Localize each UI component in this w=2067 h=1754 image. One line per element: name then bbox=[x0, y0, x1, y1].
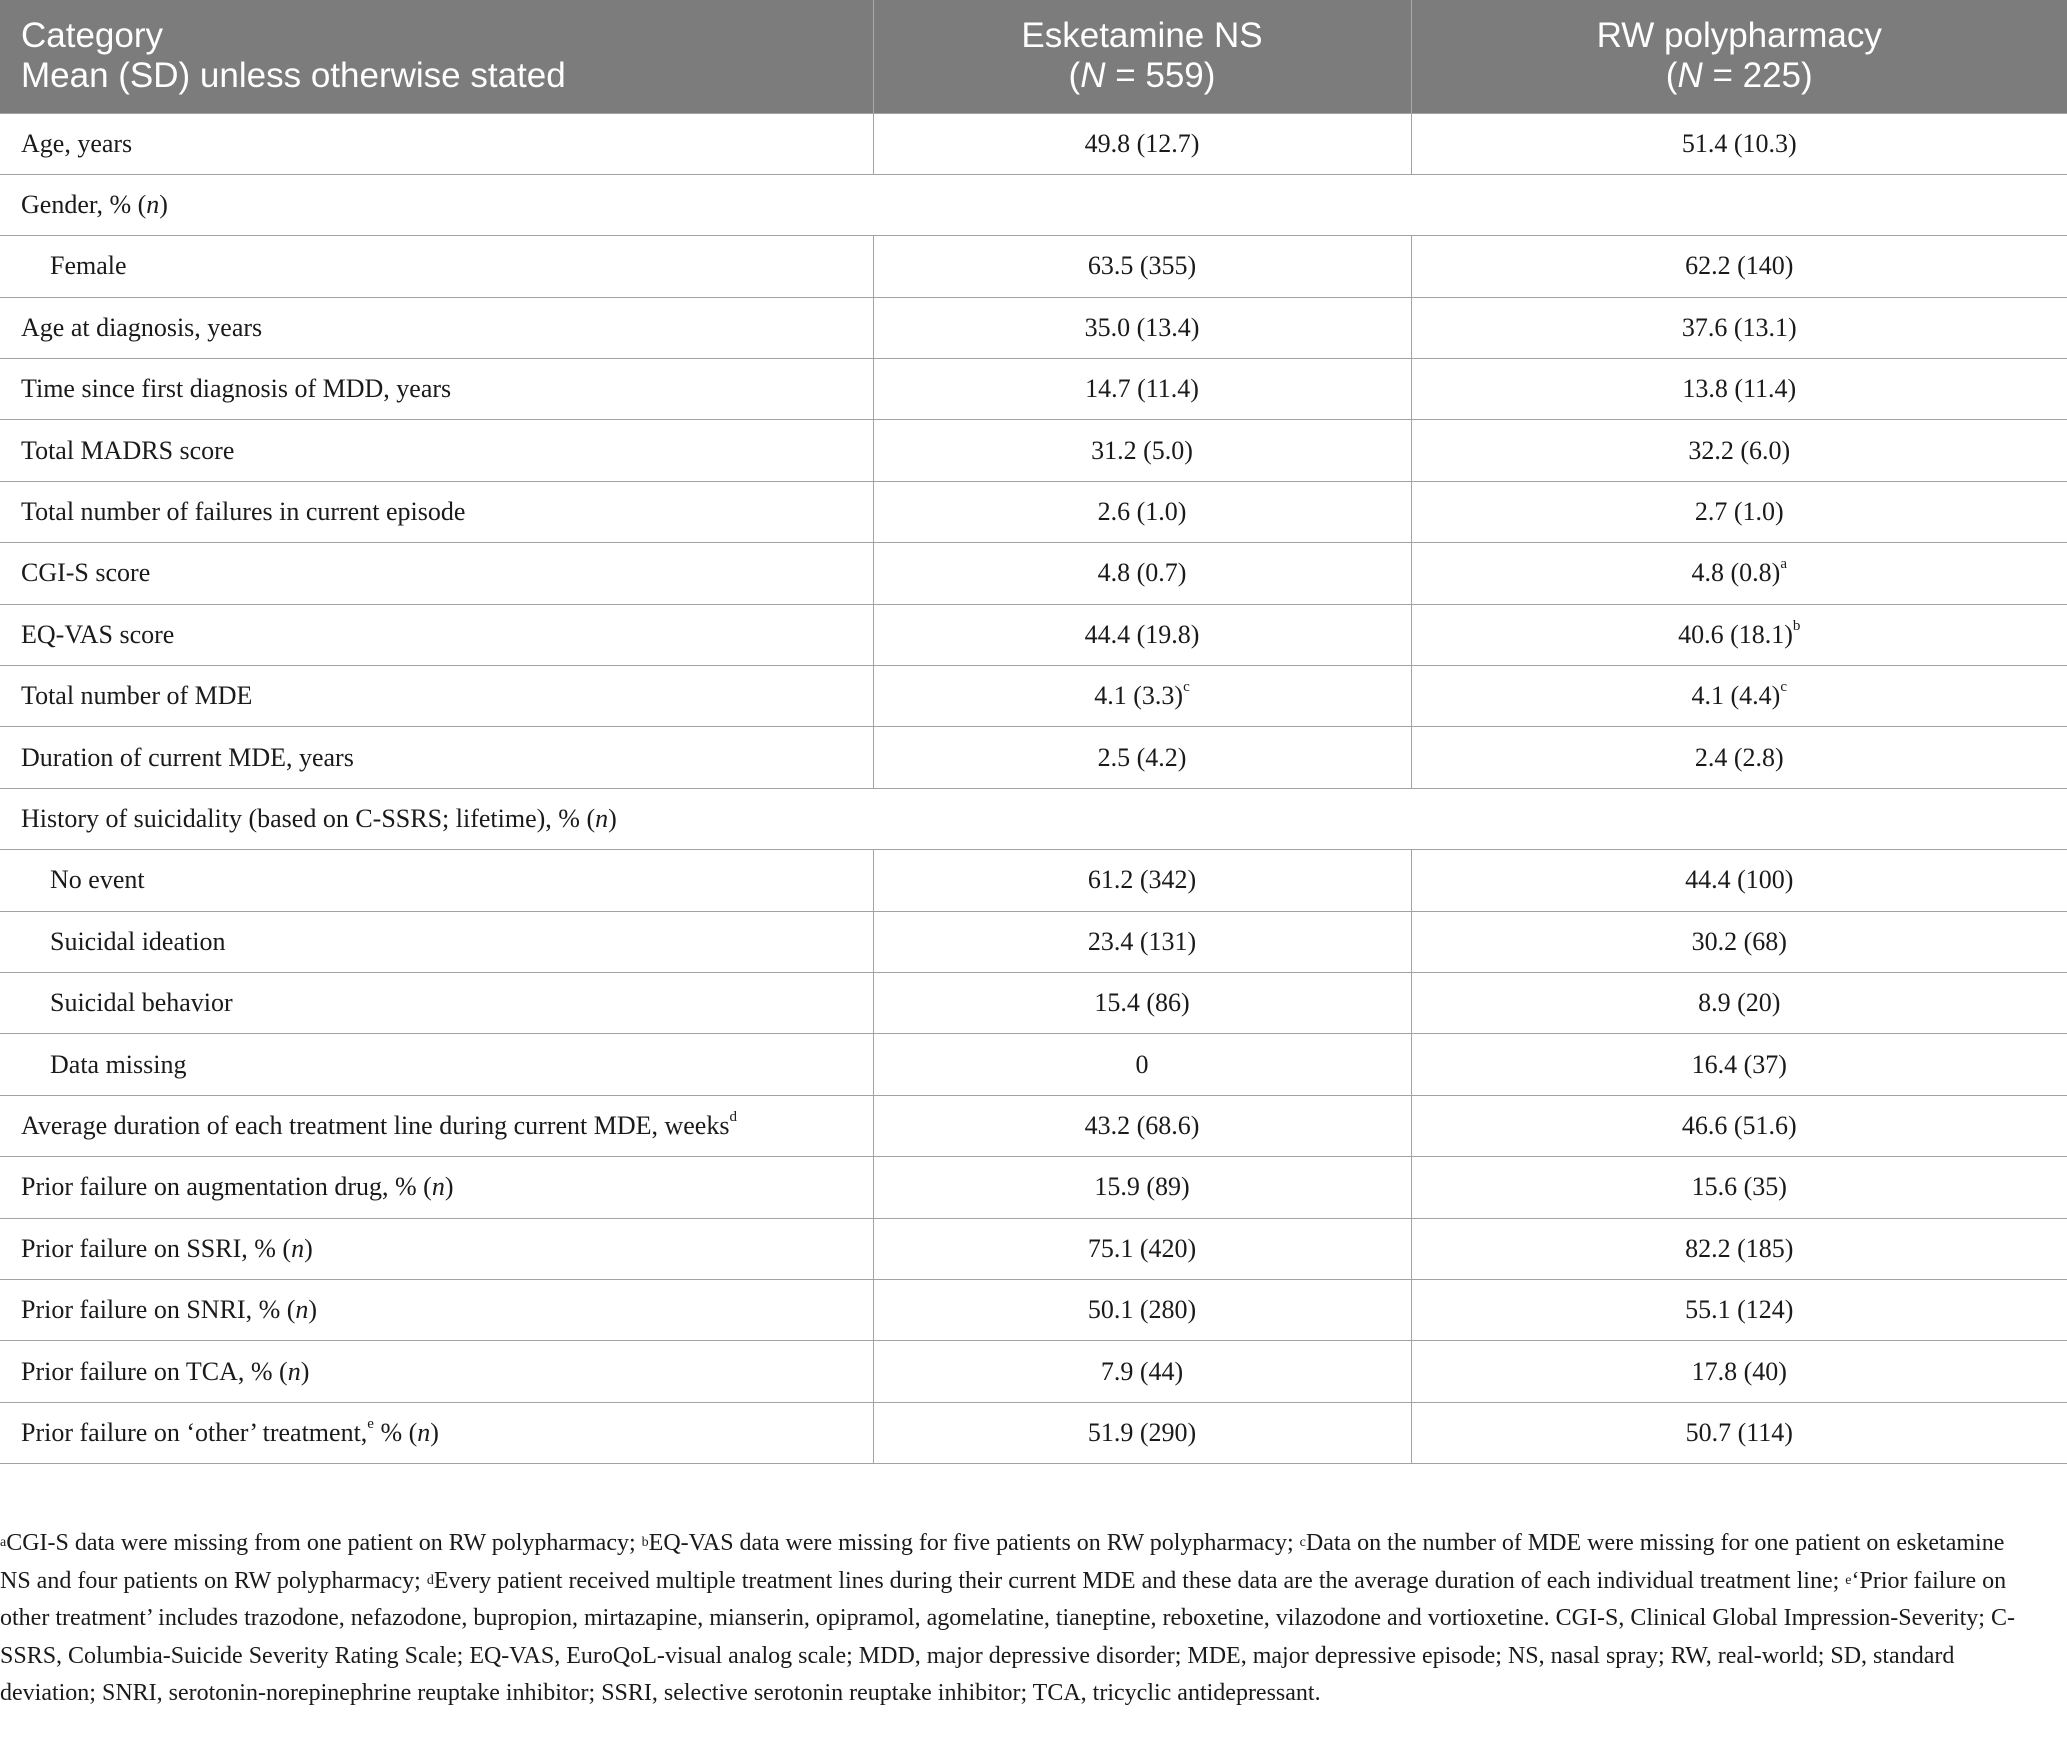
row-label: Gender, % ( bbox=[21, 190, 147, 220]
table-row bbox=[0, 297, 2067, 358]
row-label-cell bbox=[0, 297, 873, 358]
rw-value-cell bbox=[1411, 1157, 2067, 1218]
footnote-b-marker: b bbox=[641, 1535, 649, 1550]
esketamine-value: 15.4 (86) bbox=[1094, 988, 1190, 1018]
rw-value: 37.6 (13.1) bbox=[1681, 312, 1797, 342]
row-label-cell bbox=[0, 174, 2067, 235]
esketamine-value: 61.2 (342) bbox=[1087, 865, 1197, 895]
rw-value-cell bbox=[1411, 604, 2067, 665]
table-row bbox=[0, 1341, 2067, 1402]
rw-value: 32.2 (6.0) bbox=[1688, 435, 1791, 465]
footnote-e-marker: e bbox=[1845, 1572, 1852, 1588]
table-row bbox=[0, 359, 2067, 420]
table-row bbox=[0, 604, 2067, 665]
esketamine-value: 23.4 (131) bbox=[1087, 926, 1197, 956]
esketamine-value: 0 bbox=[1135, 1049, 1149, 1079]
rw-value-cell bbox=[1411, 236, 2067, 297]
rw-value: 4.8 (0.8) bbox=[1691, 558, 1781, 588]
row-label-cell bbox=[0, 1402, 873, 1463]
row-label: Data missing bbox=[50, 1049, 187, 1079]
header-rw-name: RW polypharmacy bbox=[1596, 16, 1882, 56]
rw-value-cell bbox=[1411, 481, 2067, 542]
rw-value: 50.7 (114) bbox=[1685, 1417, 1793, 1447]
esketamine-value-cell bbox=[873, 1157, 1411, 1218]
row-label-italic: n bbox=[431, 1172, 445, 1202]
header-category-line1: Category bbox=[21, 16, 164, 56]
row-label: Prior failure on ‘other’ treatment, bbox=[21, 1417, 368, 1447]
esketamine-value: 2.5 (4.2) bbox=[1097, 742, 1187, 772]
rw-value: 55.1 (124) bbox=[1685, 1295, 1794, 1325]
rw-value: 40.6 (18.1) bbox=[1678, 619, 1793, 649]
rw-value: 4.1 (4.4) bbox=[1691, 681, 1781, 711]
row-label: Prior failure on TCA, % ( bbox=[21, 1356, 288, 1386]
rw-value-cell bbox=[1411, 1279, 2067, 1340]
row-label-footnote-marker: d bbox=[729, 1108, 737, 1125]
rw-value: 13.8 (11.4) bbox=[1682, 374, 1797, 404]
row-label-cell bbox=[0, 788, 2067, 849]
footnote-c-marker: c bbox=[1299, 1535, 1306, 1550]
footnote-d-marker: d bbox=[426, 1572, 434, 1588]
row-label-cell bbox=[0, 481, 873, 542]
rw-value-cell bbox=[1411, 420, 2067, 481]
esketamine-value-cell bbox=[873, 1095, 1411, 1156]
esketamine-value: 4.1 (3.3) bbox=[1094, 681, 1184, 711]
esketamine-value: 2.6 (1.0) bbox=[1097, 497, 1187, 527]
header-esketamine-n-prefix: ( bbox=[1068, 56, 1081, 96]
esketamine-value: 15.9 (89) bbox=[1094, 1172, 1190, 1202]
row-label: Prior failure on SNRI, % ( bbox=[21, 1295, 296, 1325]
row-label-cell bbox=[0, 359, 873, 420]
row-label: Average duration of each treatment line during current MDE, weeks bbox=[21, 1110, 730, 1140]
row-label-cell bbox=[0, 727, 873, 788]
rw-value-cell bbox=[1411, 543, 2067, 604]
header-esketamine bbox=[873, 0, 1411, 113]
header-esketamine-name: Esketamine NS bbox=[1021, 16, 1263, 56]
esketamine-value-cell bbox=[873, 666, 1411, 727]
esketamine-value-cell bbox=[873, 359, 1411, 420]
header-rw-n-letter: N bbox=[1677, 56, 1703, 96]
esketamine-value: 50.1 (280) bbox=[1087, 1295, 1197, 1325]
row-label-end: ) bbox=[308, 1295, 318, 1325]
esketamine-value-cell bbox=[873, 972, 1411, 1033]
row-label-middle: % ( bbox=[373, 1417, 418, 1447]
row-label-end: ) bbox=[300, 1356, 310, 1386]
table-row bbox=[0, 972, 2067, 1033]
rw-value-cell bbox=[1411, 911, 2067, 972]
footnote-a-marker: a bbox=[0, 1535, 7, 1550]
esketamine-value-cell bbox=[873, 113, 1411, 174]
esketamine-value-cell bbox=[873, 543, 1411, 604]
esketamine-value-cell bbox=[873, 1218, 1411, 1279]
row-label: EQ-VAS score bbox=[21, 619, 175, 649]
table-row bbox=[0, 1095, 2067, 1156]
rw-value: 2.4 (2.8) bbox=[1694, 742, 1784, 772]
esketamine-value-cell bbox=[873, 236, 1411, 297]
table-row bbox=[0, 788, 2067, 849]
esketamine-value: 63.5 (355) bbox=[1087, 251, 1197, 281]
rw-value: 15.6 (35) bbox=[1691, 1172, 1787, 1202]
rw-value: 8.9 (20) bbox=[1698, 988, 1781, 1018]
row-label-cell bbox=[0, 113, 873, 174]
esketamine-value-cell bbox=[873, 481, 1411, 542]
rw-value: 30.2 (68) bbox=[1691, 926, 1787, 956]
rw-value-cell bbox=[1411, 1095, 2067, 1156]
esketamine-footnote-marker: c bbox=[1183, 679, 1190, 696]
row-label-cell bbox=[0, 1218, 873, 1279]
table-row bbox=[0, 727, 2067, 788]
row-label: Suicidal ideation bbox=[50, 926, 226, 956]
row-label-footnote-marker: e bbox=[367, 1415, 374, 1432]
esketamine-value: 7.9 (44) bbox=[1100, 1356, 1184, 1386]
esketamine-value: 51.9 (290) bbox=[1087, 1417, 1197, 1447]
esketamine-value-cell bbox=[873, 1279, 1411, 1340]
row-label-cell bbox=[0, 543, 873, 604]
table-row bbox=[0, 113, 2067, 174]
table-row bbox=[0, 543, 2067, 604]
footnote-d-text: Every patient received multiple treatment lines during their current MDE and these data are the average duration of each individual treatment line; bbox=[433, 1567, 1846, 1594]
row-label-end: ) bbox=[608, 803, 617, 833]
table-row bbox=[0, 850, 2067, 911]
esketamine-value-cell bbox=[873, 297, 1411, 358]
rw-value-cell bbox=[1411, 1402, 2067, 1463]
table-row bbox=[0, 236, 2067, 297]
table-row bbox=[0, 911, 2067, 972]
row-label: History of suicidality (based on C-SSRS; lifetime), % ( bbox=[21, 803, 596, 833]
esketamine-value-cell bbox=[873, 604, 1411, 665]
rw-value-cell bbox=[1411, 727, 2067, 788]
rw-value-cell bbox=[1411, 113, 2067, 174]
esketamine-value: 4.8 (0.7) bbox=[1097, 558, 1187, 588]
row-label-cell bbox=[0, 1034, 873, 1095]
rw-value-cell bbox=[1411, 666, 2067, 727]
row-label: No event bbox=[50, 865, 145, 895]
row-label: Total number of failures in current episode bbox=[21, 497, 466, 527]
header-rw-n-prefix: ( bbox=[1665, 56, 1678, 96]
header-rw-n bbox=[1412, 56, 2067, 96]
rw-value-cell bbox=[1411, 359, 2067, 420]
row-label: CGI-S score bbox=[21, 558, 151, 588]
rw-value: 16.4 (37) bbox=[1691, 1049, 1787, 1079]
footnote-e-text: ‘Prior failure on other treatment’ includes trazodone, nefazodone, bupropion, mirtazapine, mianserin, opipramol, agomelatine, tianeptine, reboxetine, vilazodone and vortioxetine. CGI-S, Clinical Global Impression-Severity; C-SSRS, Columbia-Suicide Severity Rating Scale; EQ-VAS, EuroQoL-visual analog scale; MDD, major depressive disorder; MDE, major depressive episode; NS, nasal spray; RW, real-world; SD, standard deviation; SNRI, serotonin-norepinephrine reuptake inhibitor; SSRI, selective serotonin reuptake inhibitor; TCA, tricyclic antidepressant. bbox=[0, 1567, 2015, 1706]
esketamine-value-cell bbox=[873, 1402, 1411, 1463]
row-label-italic: n bbox=[287, 1356, 301, 1386]
header-rw-polypharmacy bbox=[1411, 0, 2067, 113]
row-label: Suicidal behavior bbox=[50, 988, 233, 1018]
header-category bbox=[0, 0, 873, 113]
row-label: Age at diagnosis, years bbox=[21, 312, 263, 342]
rw-value-cell bbox=[1411, 1341, 2067, 1402]
rw-value: 46.6 (51.6) bbox=[1681, 1110, 1797, 1140]
table-row bbox=[0, 174, 2067, 235]
rw-value: 51.4 (10.3) bbox=[1681, 128, 1797, 158]
table-header bbox=[0, 0, 2067, 113]
row-label-cell bbox=[0, 666, 873, 727]
esketamine-value-cell bbox=[873, 1034, 1411, 1095]
row-label-italic: n bbox=[146, 190, 160, 220]
row-label-italic: n bbox=[595, 803, 609, 833]
row-label-italic: n bbox=[417, 1417, 431, 1447]
table-body bbox=[0, 113, 2067, 1464]
row-label-cell bbox=[0, 1341, 873, 1402]
row-label-cell bbox=[0, 911, 873, 972]
row-label: Female bbox=[50, 251, 127, 281]
row-label: Age, years bbox=[21, 128, 133, 158]
row-label-cell bbox=[0, 850, 873, 911]
table-row bbox=[0, 1402, 2067, 1463]
table-row bbox=[0, 481, 2067, 542]
table-row bbox=[0, 1279, 2067, 1340]
esketamine-value-cell bbox=[873, 850, 1411, 911]
table-row bbox=[0, 666, 2067, 727]
row-label-cell bbox=[0, 604, 873, 665]
rw-value: 44.4 (100) bbox=[1685, 865, 1794, 895]
esketamine-value: 43.2 (68.6) bbox=[1084, 1110, 1200, 1140]
table-row bbox=[0, 1218, 2067, 1279]
footnote-b-text: EQ-VAS data were missing for five patients on RW polypharmacy; bbox=[648, 1530, 1300, 1556]
header-esketamine-n bbox=[874, 56, 1411, 96]
header-esketamine-n-letter: N bbox=[1080, 56, 1106, 96]
row-label-end: ) bbox=[444, 1172, 454, 1202]
rw-value-cell bbox=[1411, 1034, 2067, 1095]
esketamine-value-cell bbox=[873, 1341, 1411, 1402]
row-label: Prior failure on SSRI, % ( bbox=[21, 1233, 292, 1263]
esketamine-value-cell bbox=[873, 727, 1411, 788]
row-label-italic: n bbox=[295, 1295, 309, 1325]
rw-footnote-marker: a bbox=[1780, 556, 1787, 573]
row-label-cell bbox=[0, 1095, 873, 1156]
row-label: Duration of current MDE, years bbox=[21, 742, 354, 772]
table-row bbox=[0, 420, 2067, 481]
row-label-end: ) bbox=[430, 1417, 439, 1447]
row-label-cell bbox=[0, 1157, 873, 1218]
rw-value-cell bbox=[1411, 972, 2067, 1033]
rw-value-cell bbox=[1411, 297, 2067, 358]
row-label-cell bbox=[0, 972, 873, 1033]
rw-value: 2.7 (1.0) bbox=[1694, 497, 1784, 527]
row-label-italic: n bbox=[291, 1233, 305, 1263]
row-label: Prior failure on augmentation drug, % ( bbox=[21, 1172, 432, 1202]
row-label-end: ) bbox=[304, 1233, 313, 1263]
header-esketamine-n-value: = 559) bbox=[1105, 56, 1216, 96]
table-footnote bbox=[0, 1525, 2040, 1713]
table-row bbox=[0, 1034, 2067, 1095]
rw-value: 82.2 (185) bbox=[1685, 1233, 1794, 1263]
rw-value-cell bbox=[1411, 850, 2067, 911]
esketamine-value: 14.7 (11.4) bbox=[1085, 374, 1199, 404]
esketamine-value: 31.2 (5.0) bbox=[1091, 435, 1193, 465]
footnote-c-text: Data on the number of MDE were missing for one patient on esketamine NS and four patients on RW polypharmacy; bbox=[0, 1530, 2005, 1594]
row-label-end: ) bbox=[159, 190, 168, 220]
row-label-cell bbox=[0, 1279, 873, 1340]
footnote-a-text: CGI-S data were missing from one patient on RW polypharmacy; bbox=[6, 1530, 642, 1556]
esketamine-value: 35.0 (13.4) bbox=[1084, 312, 1200, 342]
rw-value-cell bbox=[1411, 1218, 2067, 1279]
row-label-cell bbox=[0, 236, 873, 297]
esketamine-value-cell bbox=[873, 911, 1411, 972]
esketamine-value: 44.4 (19.8) bbox=[1084, 619, 1200, 649]
row-label: Time since first diagnosis of MDD, years bbox=[21, 374, 452, 404]
row-label-cell bbox=[0, 420, 873, 481]
esketamine-value: 75.1 (420) bbox=[1087, 1233, 1197, 1263]
esketamine-value-cell bbox=[873, 420, 1411, 481]
row-label: Total MADRS score bbox=[21, 435, 235, 465]
esketamine-value: 49.8 (12.7) bbox=[1084, 128, 1200, 158]
rw-footnote-marker: c bbox=[1780, 679, 1787, 696]
rw-footnote-marker: b bbox=[1792, 617, 1801, 634]
header-category-line2: Mean (SD) unless otherwise stated bbox=[21, 56, 566, 96]
rw-value: 62.2 (140) bbox=[1685, 251, 1794, 281]
row-label: Total number of MDE bbox=[21, 681, 253, 711]
table-row bbox=[0, 1157, 2067, 1218]
header-rw-n-value: = 225) bbox=[1702, 56, 1813, 96]
rw-value: 17.8 (40) bbox=[1691, 1356, 1787, 1386]
